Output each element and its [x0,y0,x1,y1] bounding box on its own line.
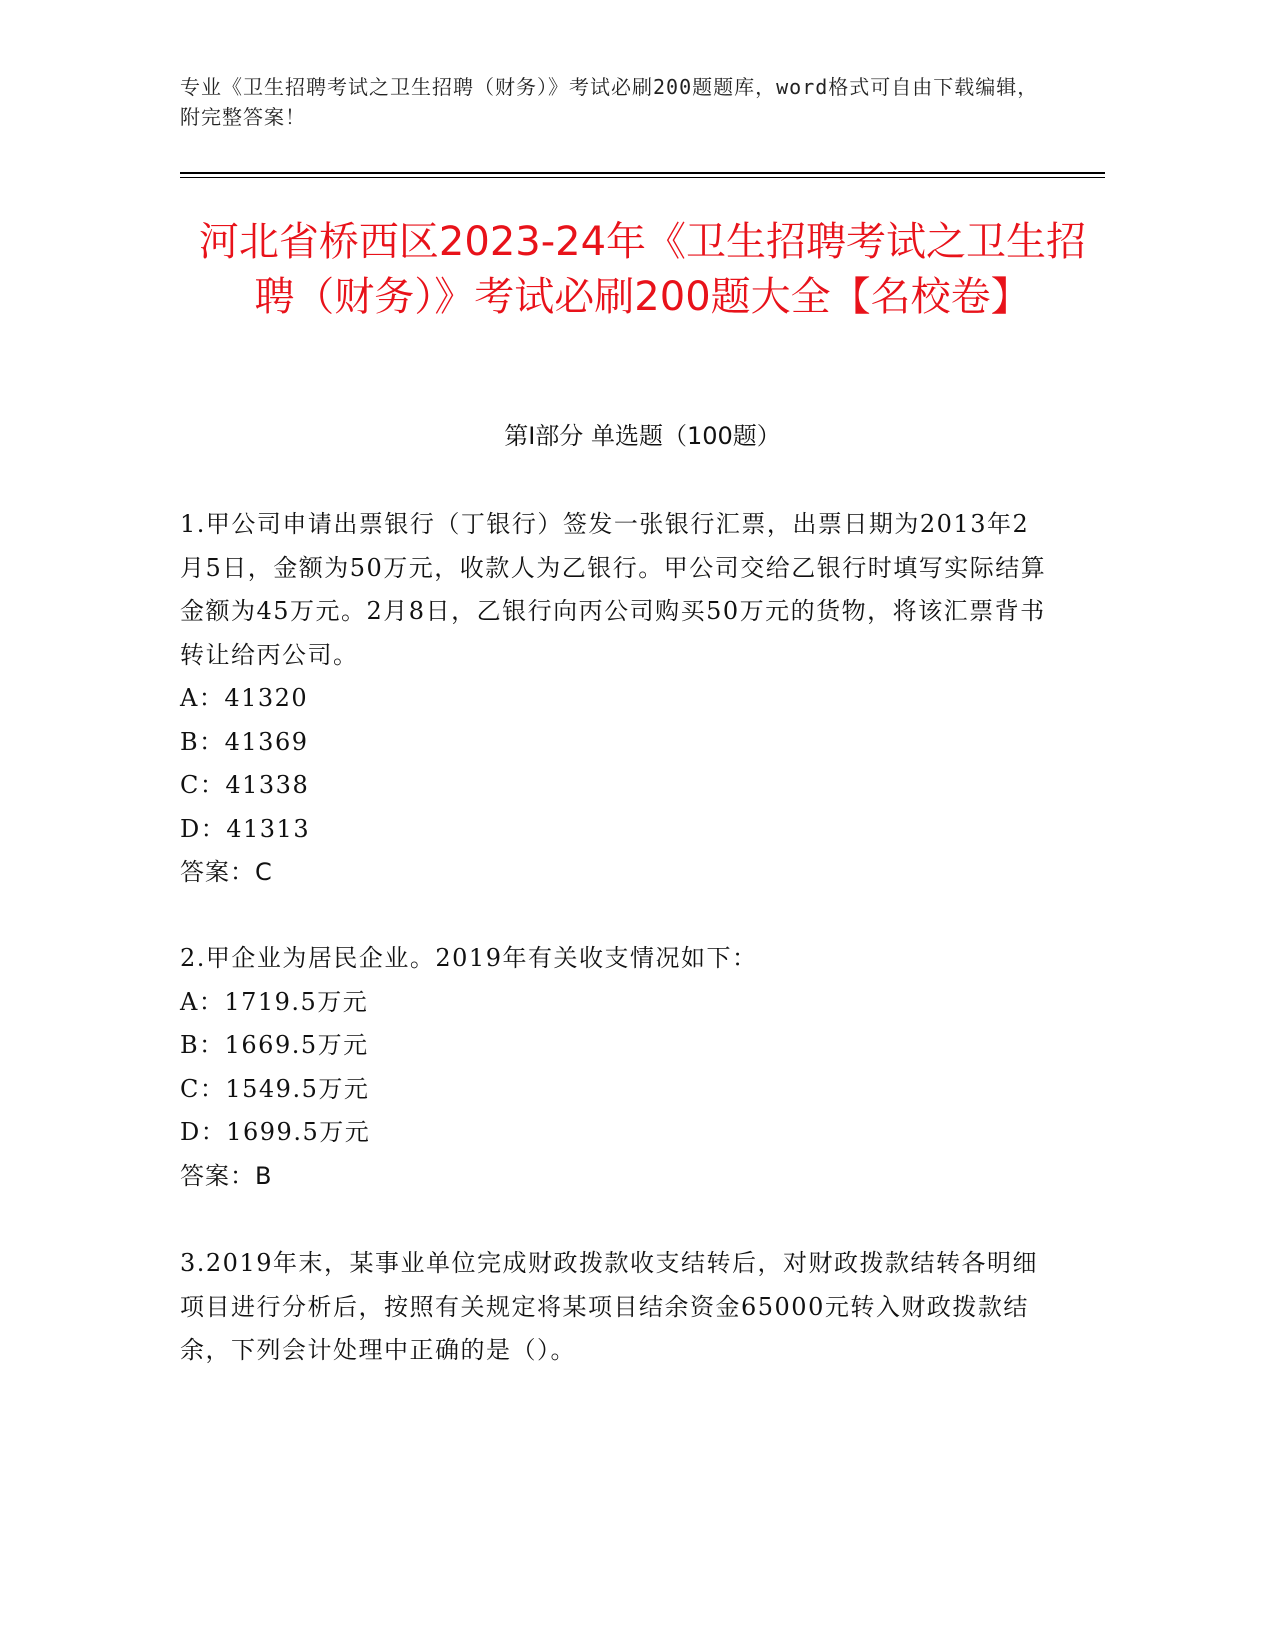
section-heading: 第I部分 单选题（100题） [504,422,781,450]
document-title: 河北省桥西区2023-24年《卫生招聘考试之卫生招聘（财务）》考试必刷200题大全【名校卷】 [198,219,1087,320]
question-2 [180,937,1050,1198]
option-b: B：1669.5万元 [180,1031,369,1059]
question-3 [180,1242,1050,1373]
option-b: B：41369 [180,727,309,756]
option-d: D：1699.5万元 [180,1118,371,1146]
answer-label: 答案：B [180,1161,273,1190]
option-c: C：41338 [180,771,310,799]
header-note: 专业《卫生招聘考试之卫生招聘（财务）》考试必刷200题题库，word格式可自由下载编辑，附完整答案！ [180,75,1039,129]
option-d: D：41313 [180,814,311,843]
question-stem: 3.2019年末，某事业单位完成财政拨款收支结转后，对财政拨款结转各明细项目进行分析后，按照有关规定将某项目结余资金65000元转入财政拨款结余，下列会计处理中正确的是（）。 [180,1249,1038,1364]
option-a: A：1719.5万元 [180,987,369,1016]
question-stem: 1.甲公司申请出票银行（丁银行）签发一张银行汇票，出票日期为2013年2月5日，金额为50万元，收款人为乙银行。甲公司交给乙银行时填写实际结算金额为45万元。2月8日，乙银行向丙公司购买50万元的货物，将该汇票背书转让给丙公司。 [180,510,1047,669]
question-stem: 2.甲企业为居民企业。2019年有关收支情况如下： [180,944,758,972]
header-divider-thick [180,172,1105,174]
option-a: A：41320 [180,684,309,712]
question-1 [180,503,1050,895]
answer-label: 答案：C [180,858,273,886]
header-divider-thin [180,177,1105,178]
option-c: C：1549.5万元 [180,1074,370,1103]
